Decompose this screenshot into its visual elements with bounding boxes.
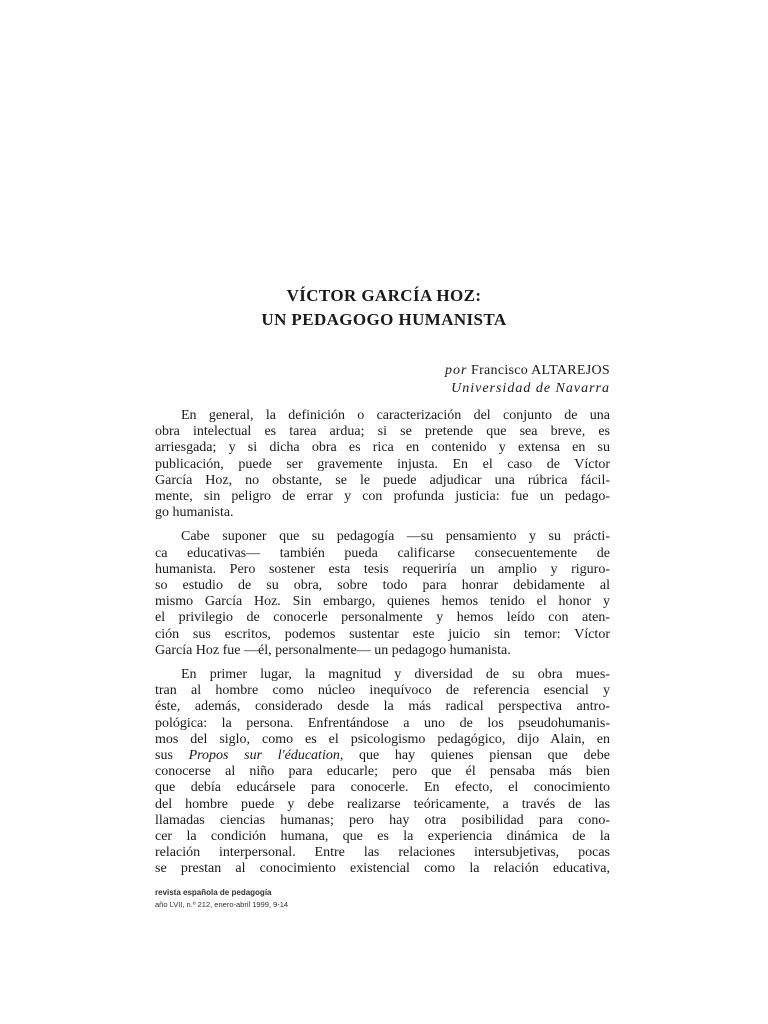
paragraph-line: tran al hombre como núcleo inequívoco de referencia esencial y [155, 683, 610, 699]
paragraph-line: pológica: la persona. Enfrentándose a uno de los pseudohumanis- [155, 715, 610, 731]
paragraph-2 [155, 529, 610, 659]
paragraph-line: Cabe suponer que su pedagogía —su pensamiento y su prácti- [181, 529, 610, 545]
paragraph-line-with-italic-title [155, 748, 610, 764]
inline-text: , que hay quienes piensan que debe [339, 748, 610, 764]
paragraph-line: mos del siglo, como es el psicologismo pedagógico, dijo Alain, en [155, 731, 610, 747]
paragraph-line: En primer lugar, la magnitud y diversidad de su obra mues- [181, 667, 610, 683]
paragraph-line: En general, la definición o caracterización del conjunto de una [181, 408, 610, 423]
paragraph-3 [155, 667, 610, 878]
paragraph-line: éste, además, considerado desde la más radical perspectiva antro- [155, 699, 610, 715]
paragraph-line: ción sus escritos, podemos sustentar este juicio sin temor: Víctor [155, 626, 610, 642]
paragraph-line: ca educativas— también pueda calificarse consecuentemente de [155, 545, 610, 561]
byline-por: por [445, 363, 468, 378]
paragraph-line: obra intelectual es tarea ardua; si se pretende que sea breve, es [155, 424, 610, 440]
paragraph-line: García Hoz, no obstante, se le puede adjudicar una rúbrica fácil- [155, 472, 610, 488]
paragraph-line: arriesgada; y si dicha obra es rica en contenido y extensa en su [155, 440, 610, 456]
author-name: Francisco ALTAREJOS [470, 363, 610, 378]
paragraph-line: relación interpersonal. Entre las relaciones intersubjetivas, pocas [155, 845, 610, 861]
paragraph-line: humanista. Pero sostener esta tesis requeriría un amplio y riguro- [155, 561, 610, 577]
paragraph-line: so estudio de su obra, sobre todo para honrar debidamente al [155, 578, 610, 594]
inline-text: sus [155, 748, 189, 764]
journal-name: revista española de pedagogía [155, 888, 272, 897]
journal-issue: año LVII, n.º 212, enero-abril 1999, 9-14 [155, 900, 289, 909]
journal-footer [155, 887, 288, 911]
paragraph-line: cer la condición humana, que es la experiencia dinámica de la [155, 829, 610, 845]
article-title [0, 284, 768, 332]
paragraph-line: del hombre puede y debe realizarse teóricamente, a través de las [155, 796, 610, 812]
paragraph-line: García Hoz fue —él, personalmente— un pedagogo humanista. [155, 642, 511, 658]
paragraph-line: mente, sin peligro de errar y con profunda justicia: fue un pedago- [155, 489, 610, 505]
paragraph-line: que debía educársele para conocerle. En efecto, el conocimiento [155, 780, 610, 796]
paragraph-line: conocerse al niño para educarle; pero que él pensaba más bien [155, 764, 610, 780]
article-body [155, 408, 610, 886]
paragraph-line: llamadas ciencias humanas; pero hay otra posibilidad para cono- [155, 812, 610, 828]
byline [445, 362, 610, 398]
paragraph-line: publicación, puede ser gravemente injusta. En el caso de Víctor [155, 456, 610, 472]
italic-book-title: Propos sur l'éducation [188, 748, 340, 764]
paragraph-1 [155, 408, 610, 521]
paragraph-line: mismo García Hoz. Sin embargo, quienes hemos tenido el honor y [155, 594, 610, 610]
title-line-2: UN PEDAGOGO HUMANISTA [261, 310, 507, 329]
title-line-1: VÍCTOR GARCÍA HOZ: [286, 286, 482, 305]
paragraph-line: go humanista. [155, 505, 234, 521]
author-affiliation: Universidad de Navarra [451, 381, 610, 396]
paragraph-line: el privilegio de conocerle personalmente y hemos leído con aten- [155, 610, 610, 626]
paragraph-line: se prestan al conocimiento existencial como la relación educativa, [155, 861, 610, 877]
